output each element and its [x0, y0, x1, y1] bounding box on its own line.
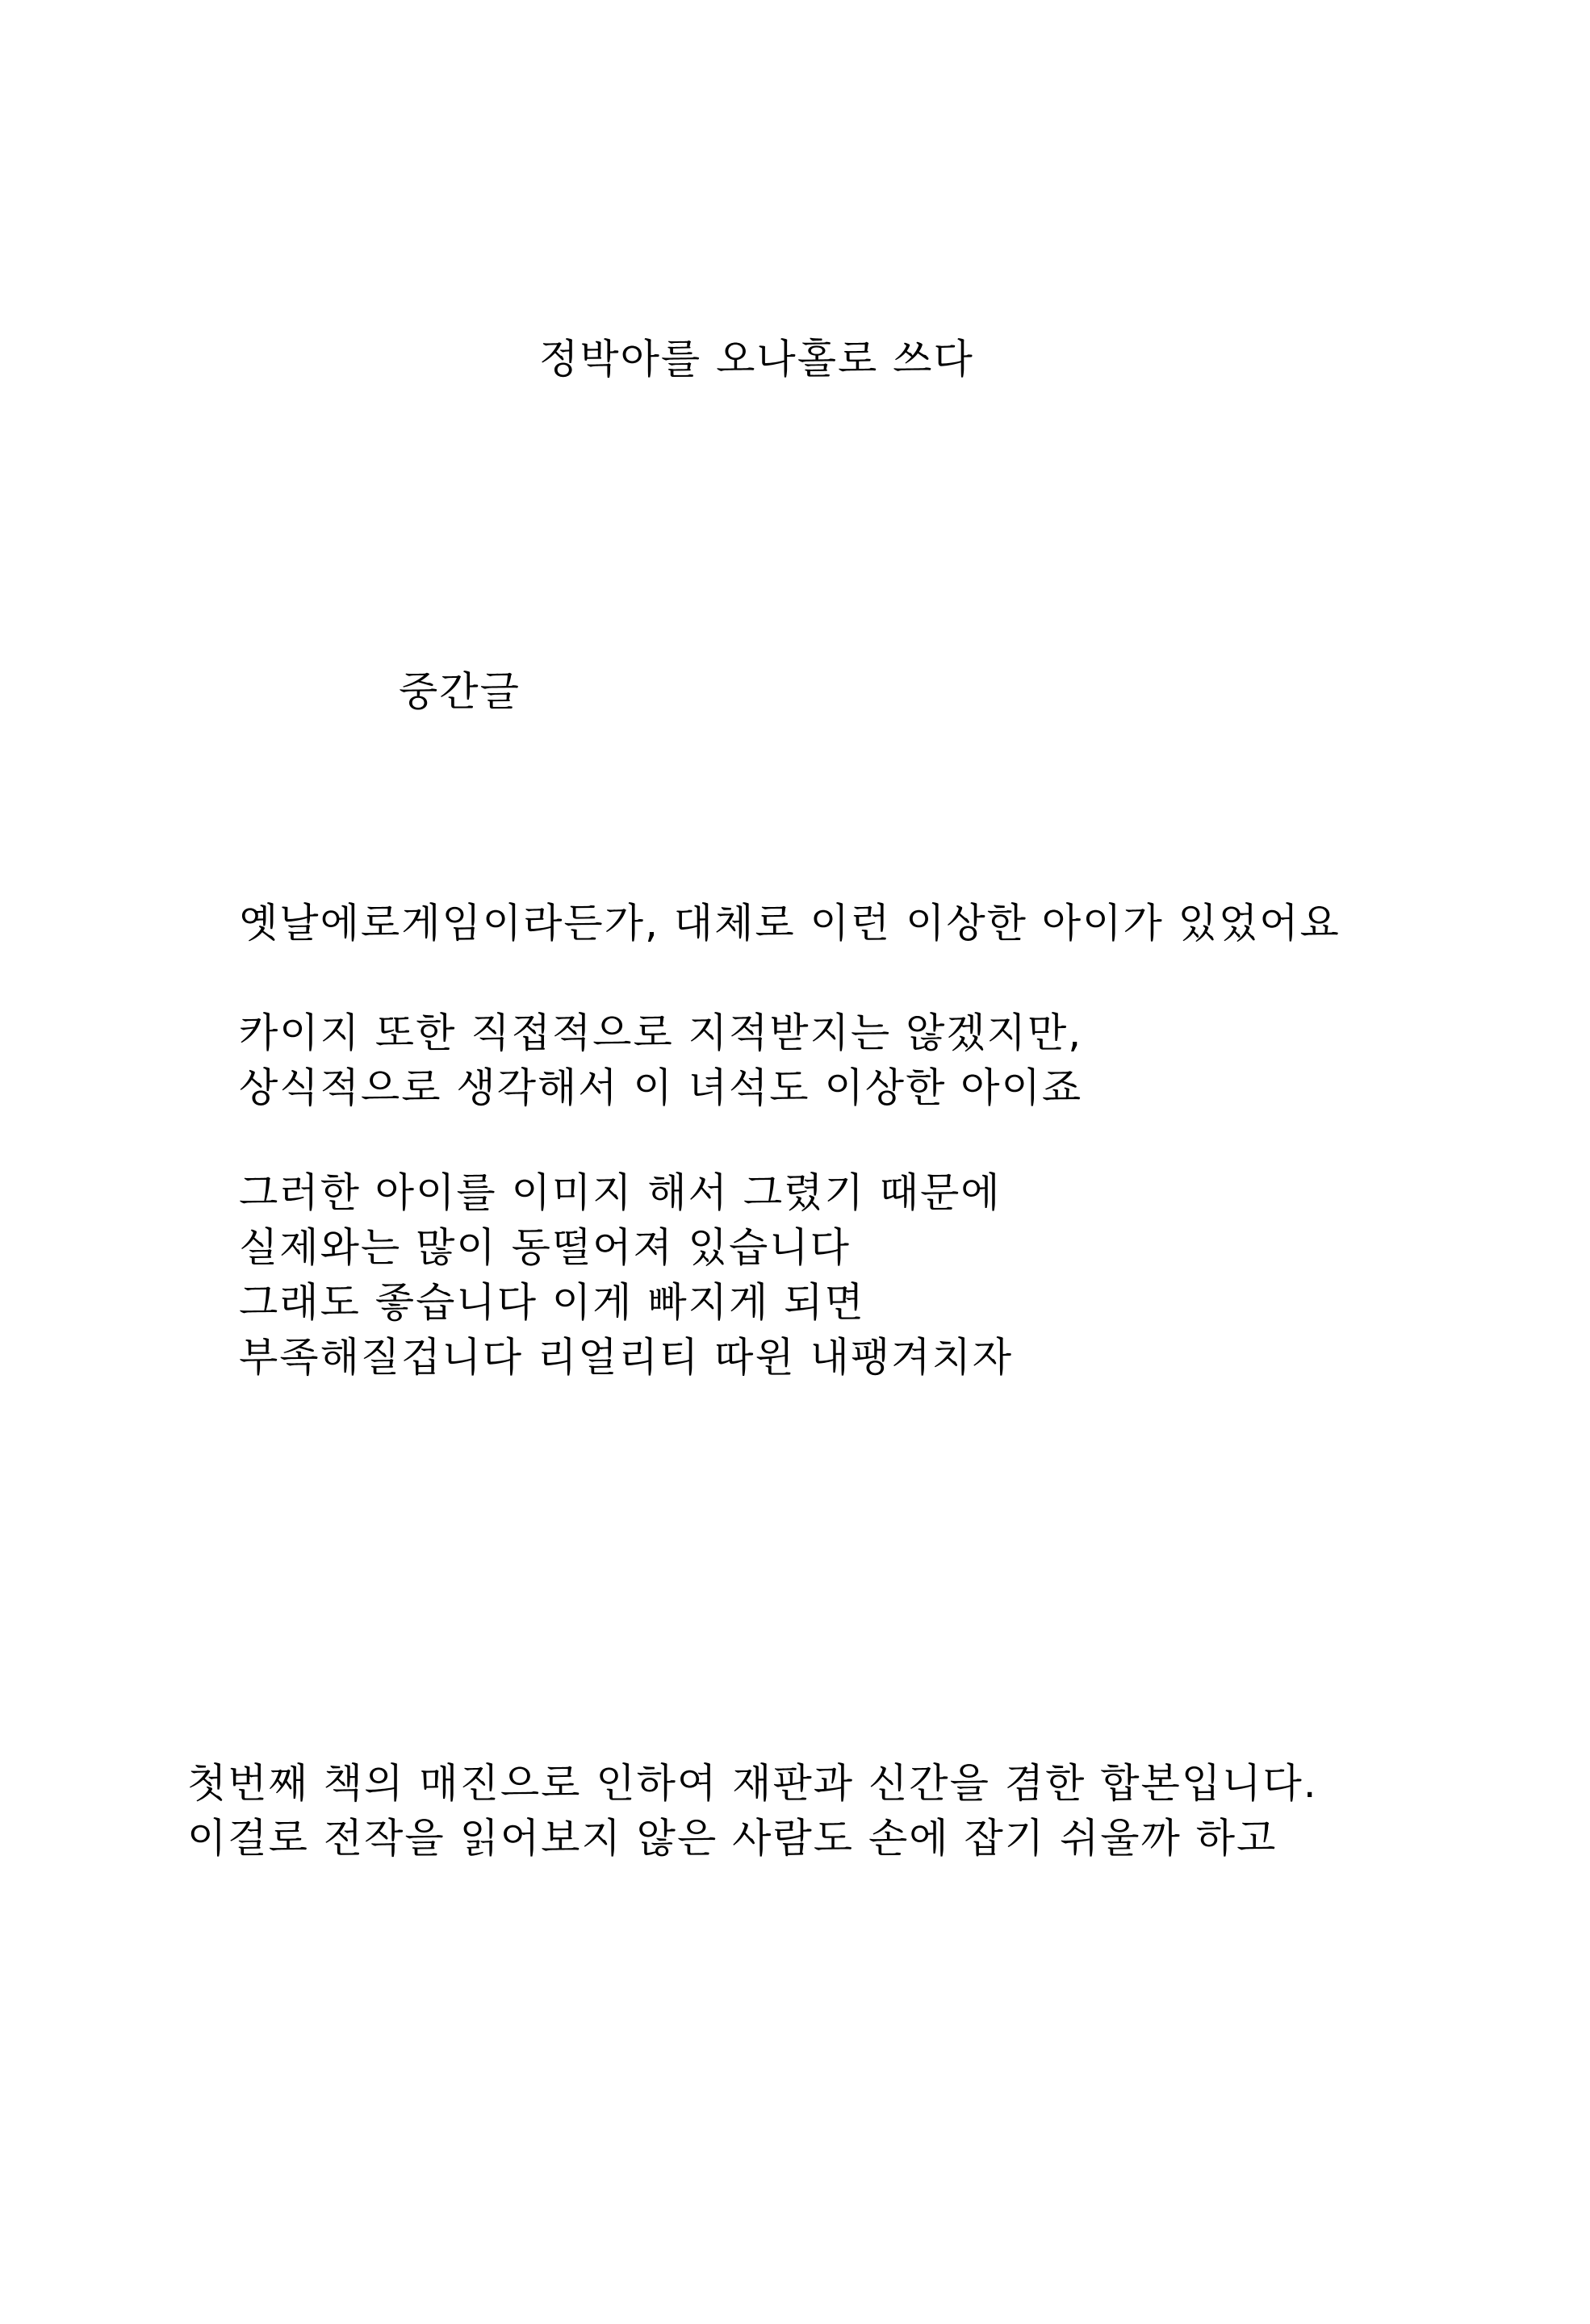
paragraph-line: 그러한 아이를 이미지 해서 그렸기 때문에 [239, 1169, 1002, 1216]
page-title: 정박아를 오나홀로 쓰다 [539, 336, 974, 382]
footer-line: 첫번째 책의 매진으로 인하여 재판과 신간을 겸한 합본입니다. [187, 1760, 1318, 1807]
paragraph-1 [239, 896, 1341, 951]
paragraph-line: 상식적으로 생각해서 이 녀석도 이상한 아이죠 [239, 1064, 1083, 1111]
footer-line: 이걸로 전작을 읽어보지 않은 사람도 손에 잡기 쉬울까 하고 [187, 1815, 1278, 1862]
section-heading: 중간글 [399, 668, 521, 715]
paragraph-line: 부족해질겁니다 리얼리티 따윈 내팽겨치자 [239, 1334, 1014, 1381]
paragraph-line: 그래도 좋습니다 이게 빠지게 되면 [239, 1279, 865, 1326]
paragraph-line: 실제와는 많이 동떨어져 있습니다 [239, 1224, 851, 1271]
paragraph-2 [239, 1005, 1082, 1115]
footer-note [187, 1756, 1318, 1866]
paragraph-3 [239, 1165, 1013, 1385]
paragraph-line: 카이지 또한 직접적으로 지적받지는 않겠지만, [239, 1009, 1083, 1056]
paragraph-line: 옛날에로게임이라든가, 대체로 이런 이상한 아이가 있었어요 [239, 900, 1341, 947]
